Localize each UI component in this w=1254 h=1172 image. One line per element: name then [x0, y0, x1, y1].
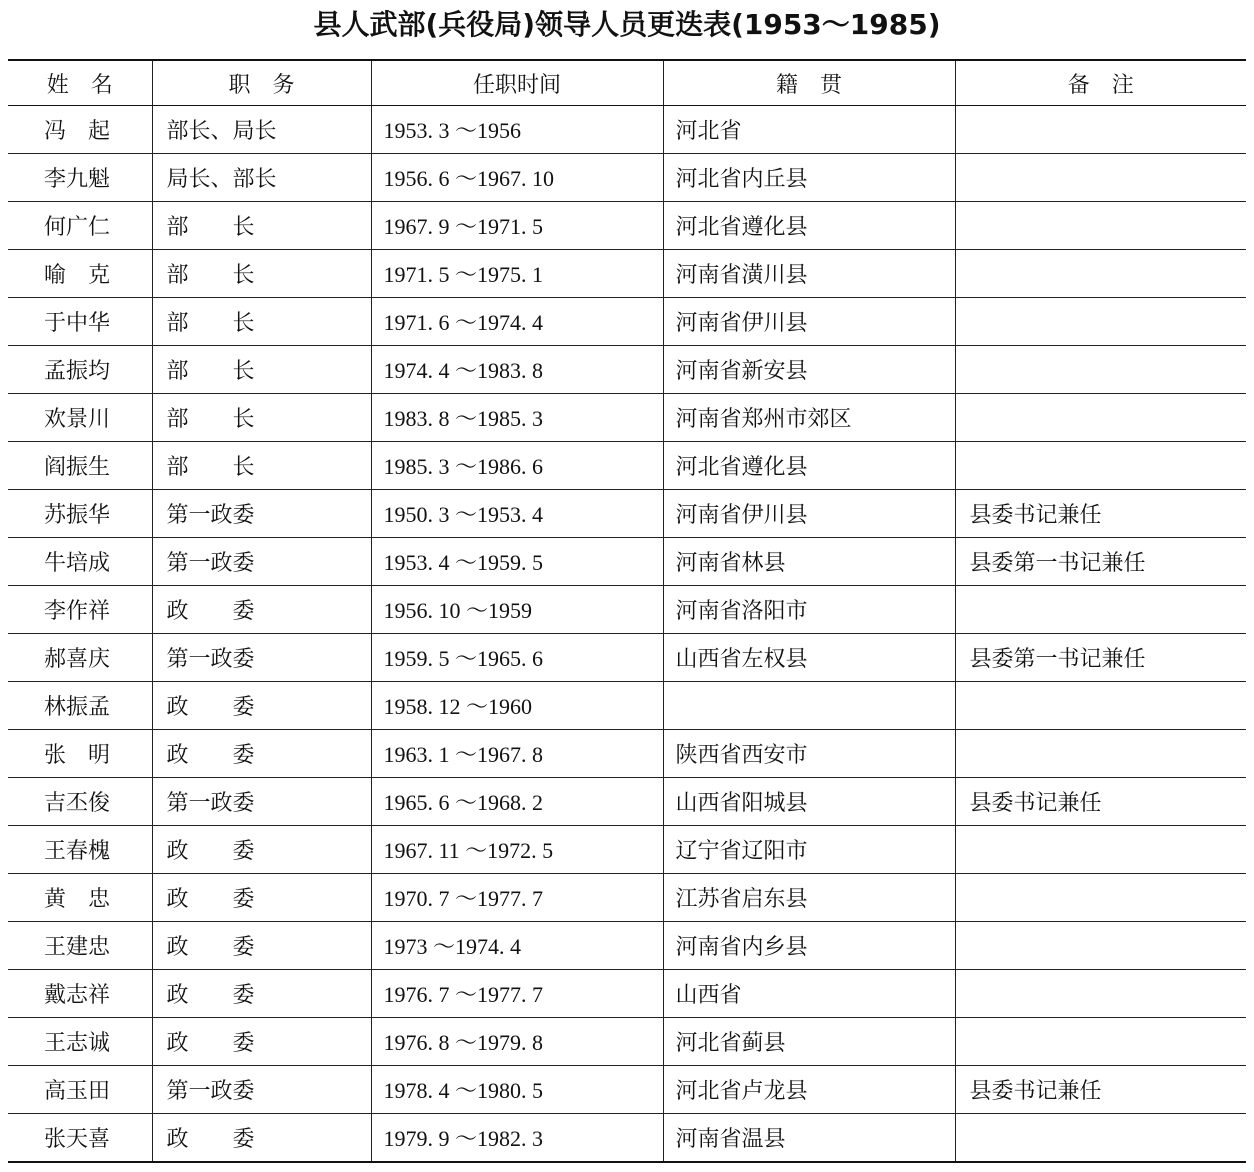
name-cell: 李九魁: [8, 154, 152, 202]
note-cell: [955, 730, 1246, 778]
origin-cell: 山西省左权县: [663, 634, 955, 682]
position-cell: 部 长: [152, 202, 371, 250]
position-cell: 政 委: [152, 874, 371, 922]
table-row: [8, 874, 1246, 922]
origin-cell: 河北省内丘县: [663, 154, 955, 202]
term-cell: 1985. 3 ～1986. 6: [371, 442, 663, 490]
origin-cell: 山西省: [663, 970, 955, 1018]
origin-cell: 河南省伊川县: [663, 490, 955, 538]
position-cell: 部 长: [152, 346, 371, 394]
term-cell: 1956. 10 ～1959: [371, 586, 663, 634]
table-title: 县人武部(兵役局)领导人员更迭表(1953～1985): [313, 8, 941, 41]
position-cell: 政 委: [152, 682, 371, 730]
origin-cell: 河北省卢龙县: [663, 1066, 955, 1114]
name-cell: 王建忠: [8, 922, 152, 970]
note-cell: [955, 346, 1246, 394]
term-cell: 1971. 6 ～1974. 4: [371, 298, 663, 346]
name-cell: 林振孟: [8, 682, 152, 730]
name-cell: 吉丕俊: [8, 778, 152, 826]
position-cell: 部 长: [152, 298, 371, 346]
name-cell: 王志诚: [8, 1018, 152, 1066]
origin-cell: 河南省内乡县: [663, 922, 955, 970]
table-row: [8, 1066, 1246, 1114]
origin-cell: 河南省洛阳市: [663, 586, 955, 634]
position-cell: 政 委: [152, 970, 371, 1018]
note-cell: [955, 874, 1246, 922]
position-cell: 政 委: [152, 730, 371, 778]
term-cell: 1978. 4 ～1980. 5: [371, 1066, 663, 1114]
header-position: 职 务: [152, 60, 371, 106]
table-row: [8, 394, 1246, 442]
term-cell: 1965. 6 ～1968. 2: [371, 778, 663, 826]
term-cell: 1983. 8 ～1985. 3: [371, 394, 663, 442]
table-row: [8, 1018, 1246, 1066]
term-cell: 1974. 4 ～1983. 8: [371, 346, 663, 394]
position-cell: 第一政委: [152, 634, 371, 682]
term-cell: 1976. 8 ～1979. 8: [371, 1018, 663, 1066]
name-cell: 李作祥: [8, 586, 152, 634]
table-row: [8, 538, 1246, 586]
table-row: [8, 154, 1246, 202]
note-cell: [955, 106, 1246, 154]
note-cell: [955, 442, 1246, 490]
position-cell: 部 长: [152, 442, 371, 490]
term-cell: 1971. 5 ～1975. 1: [371, 250, 663, 298]
origin-cell: 河南省郑州市郊区: [663, 394, 955, 442]
table-row: [8, 298, 1246, 346]
origin-cell: 陕西省西安市: [663, 730, 955, 778]
note-cell: [955, 298, 1246, 346]
origin-cell: 山西省阳城县: [663, 778, 955, 826]
position-cell: 第一政委: [152, 490, 371, 538]
name-cell: 孟振均: [8, 346, 152, 394]
table-row: [8, 778, 1246, 826]
note-cell: 县委书记兼任: [955, 1066, 1246, 1114]
name-cell: 郝喜庆: [8, 634, 152, 682]
origin-cell: 河南省潢川县: [663, 250, 955, 298]
table-row: [8, 682, 1246, 730]
term-cell: 1956. 6 ～1967. 10: [371, 154, 663, 202]
name-cell: 张 明: [8, 730, 152, 778]
term-cell: 1958. 12 ～1960: [371, 682, 663, 730]
table-row: [8, 586, 1246, 634]
note-cell: [955, 250, 1246, 298]
origin-cell: 河北省: [663, 106, 955, 154]
name-cell: 阎振生: [8, 442, 152, 490]
name-cell: 苏振华: [8, 490, 152, 538]
name-cell: 何广仁: [8, 202, 152, 250]
name-cell: 黄 忠: [8, 874, 152, 922]
table-row: [8, 634, 1246, 682]
term-cell: 1950. 3 ～1953. 4: [371, 490, 663, 538]
position-cell: 部 长: [152, 394, 371, 442]
position-cell: 部 长: [152, 250, 371, 298]
header-row: [8, 60, 1246, 106]
origin-cell: [663, 682, 955, 730]
term-cell: 1973 ～1974. 4: [371, 922, 663, 970]
note-cell: 县委书记兼任: [955, 778, 1246, 826]
table-row: [8, 442, 1246, 490]
name-cell: 冯 起: [8, 106, 152, 154]
term-cell: 1979. 9 ～1982. 3: [371, 1114, 663, 1163]
leadership-table: [8, 59, 1246, 1163]
origin-cell: 江苏省启东县: [663, 874, 955, 922]
origin-cell: 河南省温县: [663, 1114, 955, 1163]
term-cell: 1967. 11 ～1972. 5: [371, 826, 663, 874]
term-cell: 1963. 1 ～1967. 8: [371, 730, 663, 778]
name-cell: 王春槐: [8, 826, 152, 874]
position-cell: 第一政委: [152, 778, 371, 826]
note-cell: [955, 154, 1246, 202]
note-cell: 县委第一书记兼任: [955, 634, 1246, 682]
header-origin: 籍 贯: [663, 60, 955, 106]
note-cell: [955, 826, 1246, 874]
term-cell: 1953. 4 ～1959. 5: [371, 538, 663, 586]
position-cell: 政 委: [152, 1114, 371, 1163]
origin-cell: 河南省伊川县: [663, 298, 955, 346]
note-cell: [955, 586, 1246, 634]
name-cell: 高玉田: [8, 1066, 152, 1114]
header-note: 备 注: [955, 60, 1246, 106]
position-cell: 政 委: [152, 922, 371, 970]
table-row: [8, 490, 1246, 538]
note-cell: 县委书记兼任: [955, 490, 1246, 538]
table-body: [8, 106, 1246, 1163]
name-cell: 喻 克: [8, 250, 152, 298]
note-cell: [955, 394, 1246, 442]
table-row: [8, 346, 1246, 394]
note-cell: 县委第一书记兼任: [955, 538, 1246, 586]
name-cell: 牛培成: [8, 538, 152, 586]
note-cell: [955, 1018, 1246, 1066]
table-row: [8, 202, 1246, 250]
origin-cell: 河南省林县: [663, 538, 955, 586]
origin-cell: 辽宁省辽阳市: [663, 826, 955, 874]
name-cell: 戴志祥: [8, 970, 152, 1018]
header-term: 任职时间: [371, 60, 663, 106]
position-cell: 第一政委: [152, 538, 371, 586]
note-cell: [955, 970, 1246, 1018]
table-row: [8, 250, 1246, 298]
table-row: [8, 922, 1246, 970]
term-cell: 1959. 5 ～1965. 6: [371, 634, 663, 682]
position-cell: 部长、局长: [152, 106, 371, 154]
header-name: 姓 名: [8, 60, 152, 106]
position-cell: 局长、部长: [152, 154, 371, 202]
position-cell: 政 委: [152, 1018, 371, 1066]
table-row: [8, 1114, 1246, 1163]
origin-cell: 河北省遵化县: [663, 442, 955, 490]
term-cell: 1967. 9 ～1971. 5: [371, 202, 663, 250]
table-row: [8, 106, 1246, 154]
name-cell: 欢景川: [8, 394, 152, 442]
table-row: [8, 826, 1246, 874]
position-cell: 第一政委: [152, 1066, 371, 1114]
term-cell: 1953. 3 ～1956: [371, 106, 663, 154]
note-cell: [955, 1114, 1246, 1163]
position-cell: 政 委: [152, 586, 371, 634]
note-cell: [955, 682, 1246, 730]
name-cell: 于中华: [8, 298, 152, 346]
term-cell: 1976. 7 ～1977. 7: [371, 970, 663, 1018]
origin-cell: 河北省遵化县: [663, 202, 955, 250]
table-row: [8, 970, 1246, 1018]
origin-cell: 河北省蓟县: [663, 1018, 955, 1066]
note-cell: [955, 922, 1246, 970]
note-cell: [955, 202, 1246, 250]
table-row: [8, 730, 1246, 778]
name-cell: 张天喜: [8, 1114, 152, 1163]
term-cell: 1970. 7 ～1977. 7: [371, 874, 663, 922]
origin-cell: 河南省新安县: [663, 346, 955, 394]
position-cell: 政 委: [152, 826, 371, 874]
